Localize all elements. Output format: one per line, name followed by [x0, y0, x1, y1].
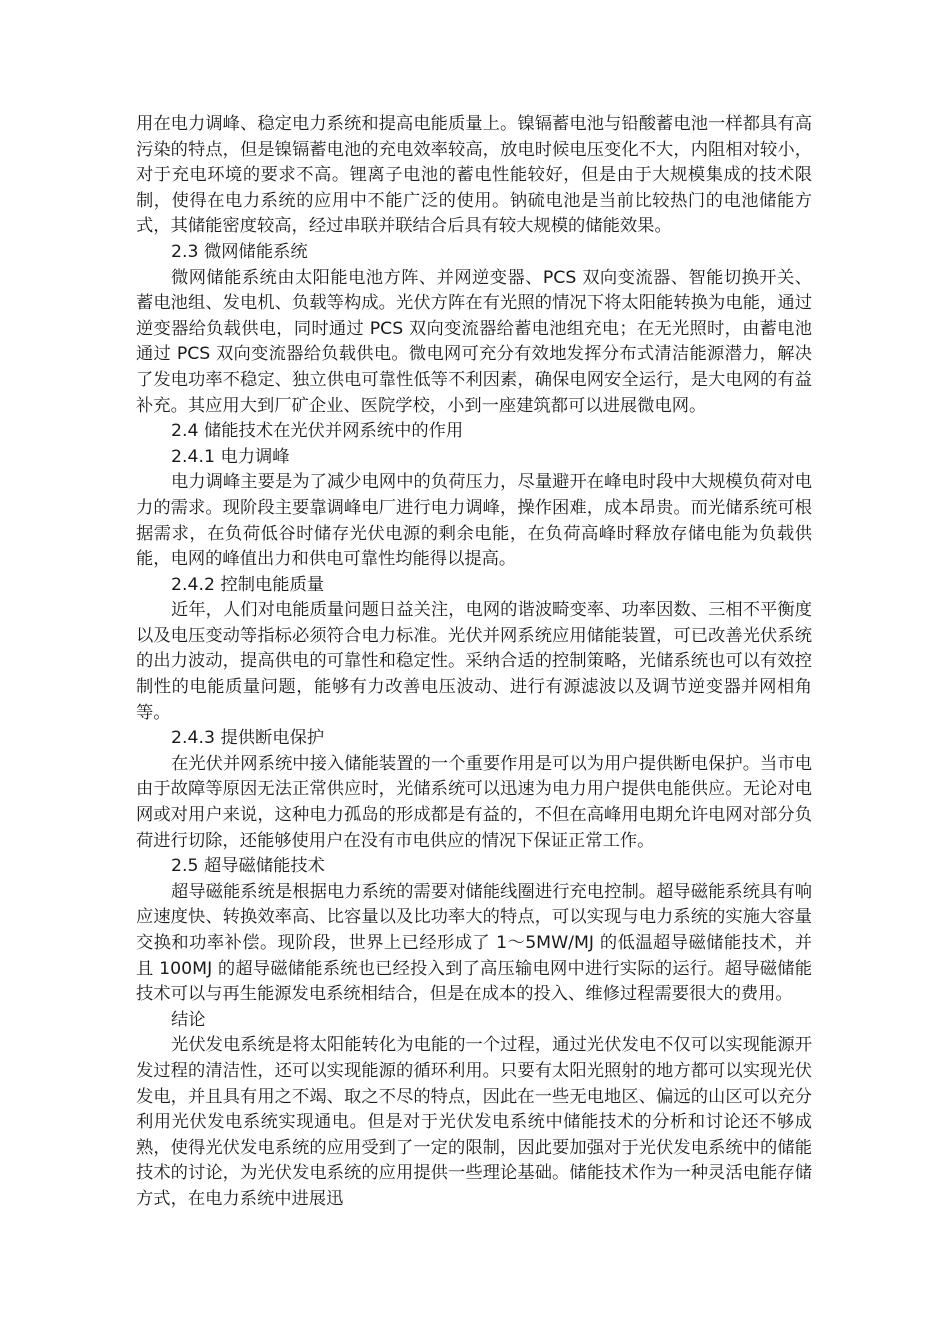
section-heading: 2.3 微网储能系统	[171, 241, 308, 262]
document-page	[136, 112, 812, 1213]
body-paragraph: 电力调峰主要是为了减少电网中的负荷压力，尽量避开在峰电时段中大规模负荷对电力的需求。现阶段主要靠调峰电厂进行电力调峰，操作困难，成本昂贵。而光储系统可根据需求，在负荷低谷时储存光伏电源的剩余电能，在负荷高峰时释放存储电能为负载供能，电网的峰值出力和供电可靠性均能得以提高。	[136, 472, 812, 570]
body-paragraph: 近年，人们对电能质量问题日益关注，电网的谐波畸变率、功率因数、三相不平衡度以及电压变动等指标必须符合电力标准。光伏并网系统应用储能装置，可已改善光伏系统的出力波动，提高供电的可靠性和稳定性。采纳合适的控制策略，光储系统也可以有效控制性的电能质量问题，能够有力改善电压波动、进行有源滤波以及调节逆变器并网相角等。	[136, 600, 812, 723]
body-paragraph: 光伏发电系统是将太阳能转化为电能的一个过程，通过光伏发电不仅可以实现能源开发过程的清洁性，还可以实现能源的循环利用。只要有太阳光照射的地方都可以实现光伏发电，并且具有用之不竭、取之不尽的特点，因此在一些无电地区、偏远的山区可以充分利用光伏发电系统实现通电。但是对于光伏发电系统中储能技术的分析和讨论还不够成熟，使得光伏发电系统的应用受到了一定的限制，因此要加强对于光伏发电系统中的储能技术的讨论，为光伏发电系统的应用提供一些理论基础。储能技术作为一种灵活电能存储方式，在电力系统中进展迅	[136, 1035, 812, 1209]
body-paragraph: 用在电力调峰、稳定电力系统和提高电能质量上。镍镉蓄电池与铅酸蓄电池一样都具有高污染的特点，但是镍镉蓄电池的充电效率较高，放电时候电压变化不大，内阻相对较小，对于充电环境的要求不高。锂离子电池的蓄电性能较好，但是由于大规模集成的技术限制，使得在电力系统的应用中不能广泛的使用。钠硫电池是当前比较热门的电池储能方式，其储能密度较高，经过串联并联结合后具有较大规模的储能效果。	[136, 114, 812, 237]
subsection-heading: 2.4.1 电力调峰	[171, 446, 290, 467]
section-heading: 2.4 储能技术在光伏并网系统中的作用	[171, 421, 464, 442]
section-heading: 2.5 超导磁储能技术	[171, 856, 325, 877]
subsection-heading: 2.4.2 控制电能质量	[171, 574, 325, 595]
subsection-heading: 2.4.3 提供断电保护	[171, 728, 325, 749]
body-paragraph: 微网储能系统由太阳能电池方阵、并网逆变器、PCS 双向变流器、智能切换开关、蓄电池组、发电机、负载等构成。光伏方阵在有光照的情况下将太阳能转换为电能，通过逆变器给负载供电，同时通过 PCS 双向变流器给蓄电池组充电；在无光照时，由蓄电池通过 PCS 双向变流器给负载供电。微电网可充分有效地发挥分布式清洁能源潜力，解决了发电功率不稳定、独立供电可靠性低等不利因素，确保电网安全运行，是大电网的有益补充。其应用大到厂矿企业、医院学校，小到一座建筑都可以进展微电网。	[136, 267, 812, 416]
body-paragraph: 在光伏并网系统中接入储能装置的一个重要作用是可以为用户提供断电保护。当市电由于故障等原因无法正常供应时，光储系统可以迅速为电力用户提供电能供应。无论对电网或对用户来说，这种电力孤岛的形成都是有益的，不但在高峰用电期允许电网对部分负荷进行切除，还能够使用户在没有市电供应的情况下保证正常工作。	[136, 753, 812, 851]
body-paragraph: 超导磁能系统是根据电力系统的需要对储能线圈进行充电控制。超导磁能系统具有响应速度快、转换效率高、比容量以及比功率大的特点，可以实现与电力系统的实施大容量交换和功率补偿。现阶段，世界上已经形成了 1～5MW/MJ 的低温超导磁储能技术，并且 100MJ 的超导磁储能系统也已经投入到了高压输电网中进行实际的运行。超导磁储能技术可以与再生能源发电系统相结合，但是在成本的投入、维修过程需要很大的费用。	[136, 881, 812, 1005]
conclusion-heading: 结论	[171, 1009, 206, 1030]
